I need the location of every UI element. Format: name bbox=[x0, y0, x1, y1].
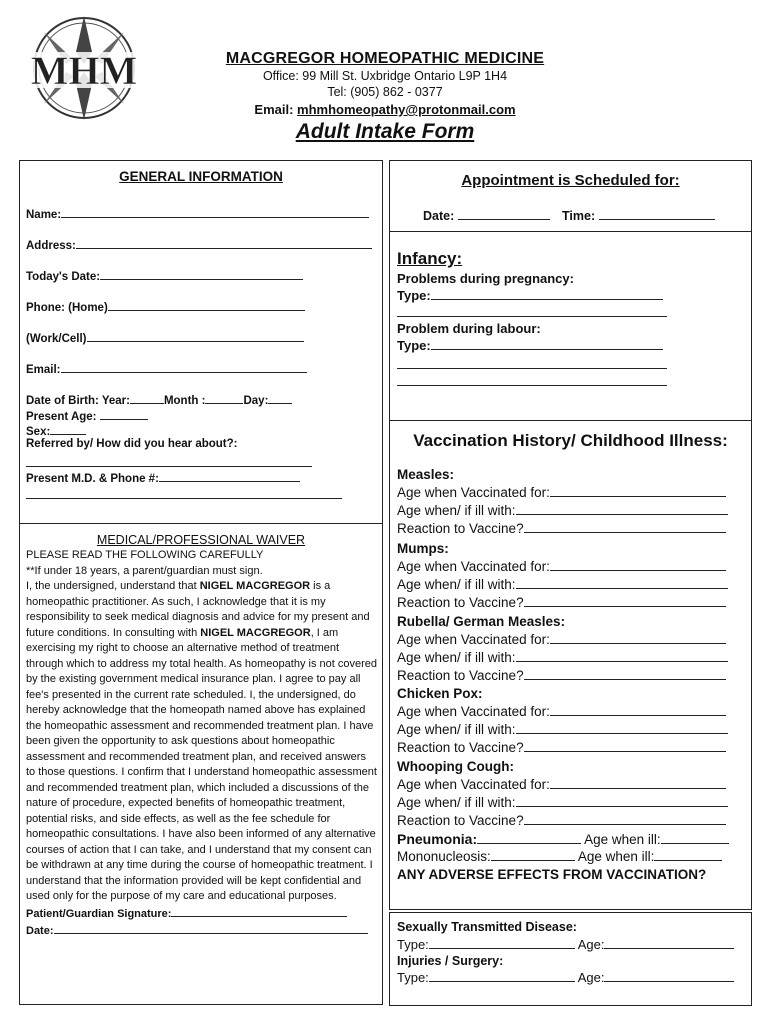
reaction-field[interactable]: Reaction to Vaccine? bbox=[397, 521, 726, 536]
clinic-name: MACGREGOR HOMEOPATHIC MEDICINE bbox=[225, 50, 545, 67]
labour-label: Problem during labour: bbox=[397, 321, 541, 336]
disease-name: Rubella/ German Measles: bbox=[397, 614, 566, 629]
ill-age-field[interactable]: Age when/ if ill with: bbox=[397, 503, 728, 518]
pregnancy-type-field[interactable]: Type: bbox=[397, 288, 663, 303]
pneumonia-field[interactable]: Pneumonia: Age when ill: bbox=[397, 831, 729, 847]
waiver-date-field[interactable]: Date: bbox=[26, 922, 378, 940]
labour-extra-line-2[interactable] bbox=[397, 385, 667, 386]
todays-date-field[interactable]: Today's Date: bbox=[26, 268, 303, 283]
email-field[interactable]: Email: bbox=[26, 361, 307, 376]
email-address[interactable]: mhmhomeopathy@protonmail.com bbox=[297, 102, 516, 117]
vaccinated-age-field[interactable]: Age when Vaccinated for: bbox=[397, 485, 726, 500]
reaction-field[interactable]: Reaction to Vaccine? bbox=[397, 813, 726, 828]
vaccinated-age-field[interactable]: Age when Vaccinated for: bbox=[397, 704, 726, 719]
reaction-field[interactable]: Reaction to Vaccine? bbox=[397, 595, 726, 610]
present-age-field[interactable]: Present Age: bbox=[26, 408, 148, 423]
present-md-field[interactable]: Present M.D. & Phone #: bbox=[26, 470, 300, 485]
office-address: Office: 99 Mill St. Uxbridge Ontario L9P 1H4 bbox=[262, 69, 508, 83]
vaccination-title: Vaccination History/ Childhood Illness: bbox=[413, 431, 728, 450]
appointment-time-field[interactable]: Time: bbox=[562, 208, 715, 223]
reaction-field[interactable]: Reaction to Vaccine? bbox=[397, 740, 726, 755]
referred-field[interactable]: Referred by/ How did you hear about?: bbox=[26, 438, 238, 450]
phone-home-field[interactable]: Phone: (Home) bbox=[26, 299, 305, 314]
labour-type-field[interactable]: Type: bbox=[397, 338, 663, 353]
adverse-effects-label: ANY ADVERSE EFFECTS FROM VACCINATION? bbox=[397, 867, 707, 882]
infancy-title: Infancy: bbox=[397, 249, 463, 268]
labour-extra-line-1[interactable] bbox=[397, 368, 667, 369]
waiver-body: I, the undersigned, understand that NIGEL MACGREGOR is a homeopathic practitioner. As such, I acknowledge that it is my responsibility to seek medical diagnosis and advice for my present and future conditions. In consulting with NIGEL MACGREGOR, I am exercising my right to choose an alternative method of treatment through which to address my total health. As homeopathy is not covered by the existing government medical insurance plan. I agree to pay all fee's presented in the current rate scheduled. I, the undersigned, do hereby acknowledge that the homeopath named above has explained the homeopathic assessment and recommended treatment plan. I have been given the opportunity to ask questions about homeopathic assessment and recommended treatment plan, and received answers to those questions. I confirm that I understand homeopathic assessment and recommended treatment plan, which included a discussions of the nature of procedure, expected benefits of homeopathic treatment, potential risks, and side effects, as well as the fee schedule for homeopathic consultations. I have also been informed of any alternative courses of action that I can take, and I understand that my consent can be withdrawn at any time during the course of homeopathic treatment. I understand that the information provided will be kept confidential and used only for the purpose of my care and educational purposes. bbox=[26, 580, 377, 902]
reaction-field[interactable]: Reaction to Vaccine? bbox=[397, 668, 726, 683]
disease-name: Chicken Pox: bbox=[397, 686, 483, 701]
name-field[interactable]: Name: bbox=[26, 206, 369, 221]
ill-age-field[interactable]: Age when/ if ill with: bbox=[397, 650, 728, 665]
vaccinated-age-field[interactable]: Age when Vaccinated for: bbox=[397, 632, 726, 647]
present-md-line[interactable] bbox=[26, 498, 342, 499]
mono-field[interactable]: Mononucleosis: Age when ill: bbox=[397, 849, 722, 864]
dob-field[interactable]: Date of Birth: Year: Month : Day: bbox=[26, 392, 292, 407]
clinic-logo bbox=[14, 12, 154, 124]
appointment-date-field[interactable]: Date: bbox=[423, 208, 550, 223]
vaccinated-age-field[interactable]: Age when Vaccinated for: bbox=[397, 559, 726, 574]
email-line bbox=[150, 102, 620, 117]
injuries-title: Injuries / Surgery: bbox=[397, 954, 504, 968]
std-title: Sexually Transmitted Disease: bbox=[397, 920, 577, 934]
referred-line[interactable] bbox=[26, 466, 312, 467]
injuries-type-field[interactable]: Type: Age: bbox=[397, 970, 734, 985]
std-type-field[interactable]: Type: Age: bbox=[397, 937, 734, 952]
pregnancy-extra-line[interactable] bbox=[397, 316, 667, 317]
form-title: Adult Intake Form bbox=[295, 120, 475, 143]
telephone: Tel: (905) 862 - 0377 bbox=[327, 85, 443, 99]
waiver-read-first: PLEASE READ THE FOLLOWING CAREFULLY bbox=[26, 549, 264, 561]
address-field[interactable]: Address: bbox=[26, 237, 372, 252]
vaccinated-age-field[interactable]: Age when Vaccinated for: bbox=[397, 777, 726, 792]
waiver-title: MEDICAL/PROFESSIONAL WAIVER bbox=[96, 533, 306, 547]
appointment-title: Appointment is Scheduled for: bbox=[461, 172, 680, 189]
work-cell-field[interactable]: (Work/Cell) bbox=[26, 330, 304, 345]
disease-name: Measles: bbox=[397, 467, 455, 482]
ill-age-field[interactable]: Age when/ if ill with: bbox=[397, 577, 728, 592]
ill-age-field[interactable]: Age when/ if ill with: bbox=[397, 722, 728, 737]
waiver-under18: **If under 18 years, a parent/guardian must sign. bbox=[26, 564, 263, 577]
email-label: Email: bbox=[254, 102, 298, 117]
ill-age-field[interactable]: Age when/ if ill with: bbox=[397, 795, 728, 810]
sex-field[interactable]: Sex: bbox=[26, 423, 86, 438]
disease-name: Mumps: bbox=[397, 541, 449, 556]
general-info-title: GENERAL INFORMATION bbox=[119, 169, 283, 184]
pregnancy-label: Problems during pregnancy: bbox=[397, 271, 574, 286]
signature-field[interactable]: Patient/Guardian Signature: bbox=[26, 905, 378, 923]
waiver-text bbox=[26, 548, 378, 940]
disease-name: Whooping Cough: bbox=[397, 759, 514, 774]
svg-text:MHM: MHM bbox=[30, 48, 138, 93]
